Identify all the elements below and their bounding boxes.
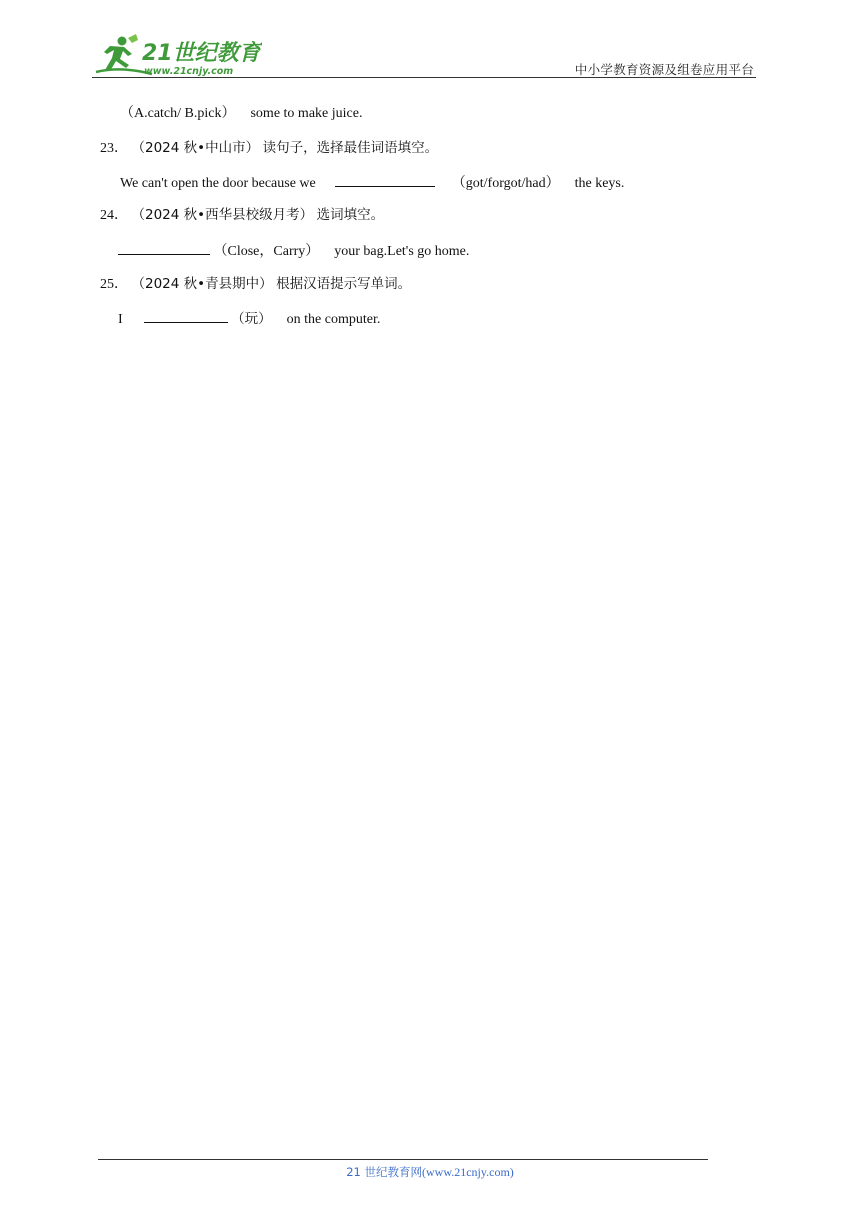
question-23-number: 23． <box>100 141 128 156</box>
question-22-rest: some to make juice. <box>250 106 363 121</box>
footer-site-name: 21 世纪教育网 <box>346 1165 423 1179</box>
question-22-continuation <box>120 104 362 124</box>
question-23-options: （got/forgot/had） <box>451 176 560 191</box>
question-25-heading <box>100 274 411 295</box>
question-24-answer-blank[interactable] <box>118 240 210 255</box>
question-25-instruction: 根据汉语提示写单词。 <box>276 276 412 292</box>
question-24-number: 24． <box>100 208 128 223</box>
svg-text:www.21cnjy.com: www.21cnjy.com <box>144 66 234 77</box>
question-25-number: 25． <box>100 277 128 292</box>
question-24-text-after: your bag.Let's go home. <box>334 244 470 259</box>
question-23-heading <box>100 138 438 159</box>
svg-text:21世纪教育: 21世纪教育 <box>142 41 261 66</box>
question-25-text-before: I <box>118 312 123 327</box>
footer-divider <box>98 1159 708 1160</box>
question-25-text-after: on the computer. <box>286 312 381 327</box>
footer-site-url[interactable]: (www.21cnjy.com) <box>422 1165 514 1179</box>
question-23-text-before: We can't open the door because we <box>120 176 316 191</box>
question-23-source: （2024 秋•中山市） <box>131 140 260 156</box>
site-logo <box>92 30 262 80</box>
page-footer <box>0 1164 860 1180</box>
question-25-answer-blank[interactable] <box>144 308 228 323</box>
logo-graphic <box>92 30 262 80</box>
question-22-options: （A.catch/ B.pick） <box>120 106 236 121</box>
question-24-sentence <box>118 240 469 262</box>
question-24-instruction: 选词填空。 <box>316 207 385 223</box>
header-divider <box>92 77 756 78</box>
question-23-instruction: 读句子，选择最佳词语填空。 <box>262 140 439 156</box>
question-25-source: （2024 秋•青县期中） <box>131 276 273 292</box>
question-25-hint: （玩） <box>231 311 272 327</box>
question-23-text-after: the keys. <box>574 176 625 191</box>
question-25-sentence <box>118 308 380 330</box>
question-24-source: （2024 秋•西华县校级月考） <box>131 207 314 223</box>
question-23-sentence <box>120 172 624 194</box>
page-header <box>92 28 756 80</box>
question-24-heading <box>100 205 384 226</box>
question-24-options: （Close，Carry） <box>213 244 320 259</box>
site-tagline: 中小学教育资源及组卷应用平台 <box>574 62 754 77</box>
question-23-answer-blank[interactable] <box>335 172 435 187</box>
